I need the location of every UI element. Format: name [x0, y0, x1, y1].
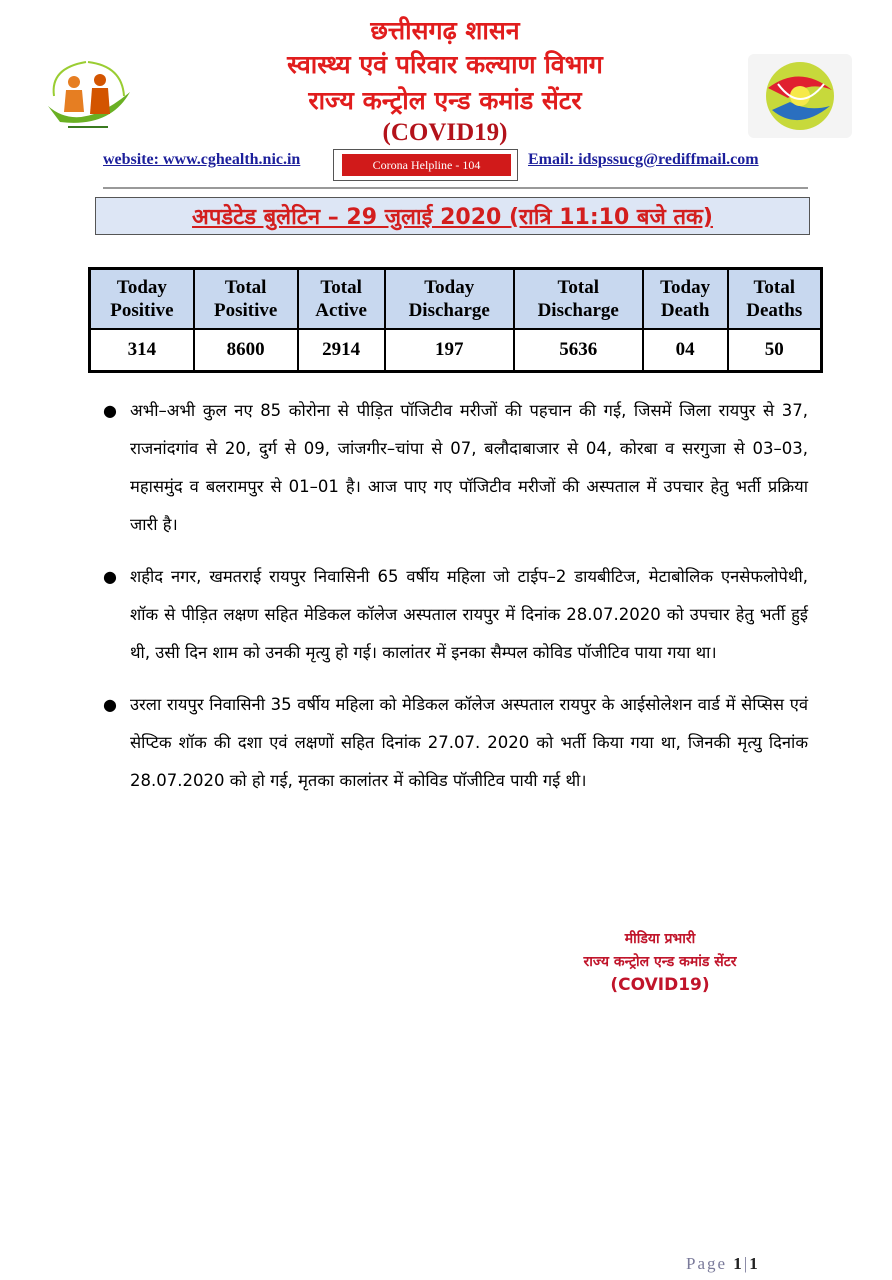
helpline-box: [333, 149, 518, 181]
header-divider: [103, 187, 808, 189]
page-number: [686, 1254, 760, 1274]
website-link[interactable]: website: www.cghealth.nic.in: [103, 151, 301, 168]
value-total-deaths: 50: [728, 329, 822, 372]
header-department-title: स्वास्थ्य एवं परिवार कल्याण विभाग: [287, 50, 603, 79]
column-header-total-deaths: Total Deaths: [728, 269, 822, 330]
header-covid-title: (COVID19): [382, 119, 508, 146]
list-item: [103, 392, 808, 544]
bullet-text: अभी–अभी कुल नए 85 कोरोना से पीड़ित पॉजिटीव मरीजों की पहचान की गई, जिसमें जिला रायपुर से 37, राजनांदगांव से 20, दुर्ग से 09, जांजगीर–चांपा से 07, बलौदाबाजार से 04, कोरबा व सरगुजा से 03–03, महासमुंद व बलरामपुर से 01–01 है। आज पाए गए पॉजिटीव मरीजों की अस्पताल में उपचार हेतु भर्ती प्रक्रिया जारी है।: [130, 401, 808, 534]
value-total-discharge: 5636: [514, 329, 643, 372]
column-header-total-positive: Total Positive: [194, 269, 298, 330]
signature-office: राज्य कन्ट्रोल एन्ड कमांड सेंटर: [583, 954, 737, 970]
list-item: [103, 558, 808, 672]
bullet-icon: ●: [103, 695, 117, 714]
bullet-icon: ●: [103, 401, 117, 420]
header-control-center-title: राज्य कन्ट्रोल एन्ड कमांड सेंटर: [308, 86, 582, 115]
page-separator: |: [743, 1254, 750, 1273]
column-header-total-discharge: Total Discharge: [514, 269, 643, 330]
page-total: 1: [749, 1254, 760, 1273]
table-row: [90, 329, 822, 372]
bulletin-points: [103, 392, 808, 814]
value-total-active: 2914: [298, 329, 385, 372]
page-label: Page: [686, 1254, 728, 1273]
signature-role: मीडिया प्रभारी: [624, 931, 696, 947]
column-header-today-death: Today Death: [643, 269, 728, 330]
signature-covid: (COVID19): [610, 975, 710, 995]
email-link[interactable]: Email: idspssucg@rediffmail.com: [528, 151, 759, 168]
helpline-label: Corona Helpline - 104: [342, 154, 511, 176]
covid-stats-table: [88, 267, 823, 373]
value-total-positive: 8600: [194, 329, 298, 372]
value-today-positive: 314: [90, 329, 194, 372]
column-header-today-positive: Today Positive: [90, 269, 194, 330]
bullet-text: उरला रायपुर निवासिनी 35 वर्षीय महिला को मेडिकल कॉलेज अस्पताल रायपुर के आईसोलेशन वार्ड में सेप्सिस एवं सेप्टिक शॉक की दशा एवं लक्षणों सहित दिनांक 27.07. 2020 को भर्ती किया गया था, जिनकी मृत्यु दिनांक 28.07.2020 को हो गई, मृतका कालांतर में कोविड पॉजीटिव पायी गई थी।: [130, 695, 808, 790]
value-today-discharge: 197: [385, 329, 514, 372]
table-header-row: [90, 269, 822, 330]
column-header-total-active: Total Active: [298, 269, 385, 330]
bullet-text: शहीद नगर, खमतराई रायपुर निवासिनी 65 वर्षीय महिला जो टाईप–2 डायबीटिज, मेटाबोलिक एनसेफलोपेथी, शॉक से पीड़ित लक्षण सहित मेडिकल कॉलेज अस्पताल रायपुर में दिनांक 28.07.2020 को उपचार हेतु भर्ती हुई थी, उसी दिन शाम को उनकी मृत्यु हो गई। कालांतर में इनका सैम्पल कोविड पॉजीटिव पाया गया था।: [130, 567, 808, 662]
bullet-icon: ●: [103, 567, 117, 586]
column-header-today-discharge: Today Discharge: [385, 269, 514, 330]
bulletin-title: अपडेटेड बुलेटिन – 29 जुलाई 2020 (रात्रि 11:10 बजे तक): [192, 205, 713, 230]
health-department-logo: [40, 56, 136, 138]
list-item: [103, 686, 808, 800]
header-government-title: छत्तीसगढ़ शासन: [370, 16, 520, 45]
signature-block: [560, 928, 760, 997]
bulletin-title-box: [95, 197, 810, 235]
idsp-globe-logo: [748, 54, 852, 138]
page-current: 1: [733, 1254, 744, 1273]
value-today-death: 04: [643, 329, 728, 372]
